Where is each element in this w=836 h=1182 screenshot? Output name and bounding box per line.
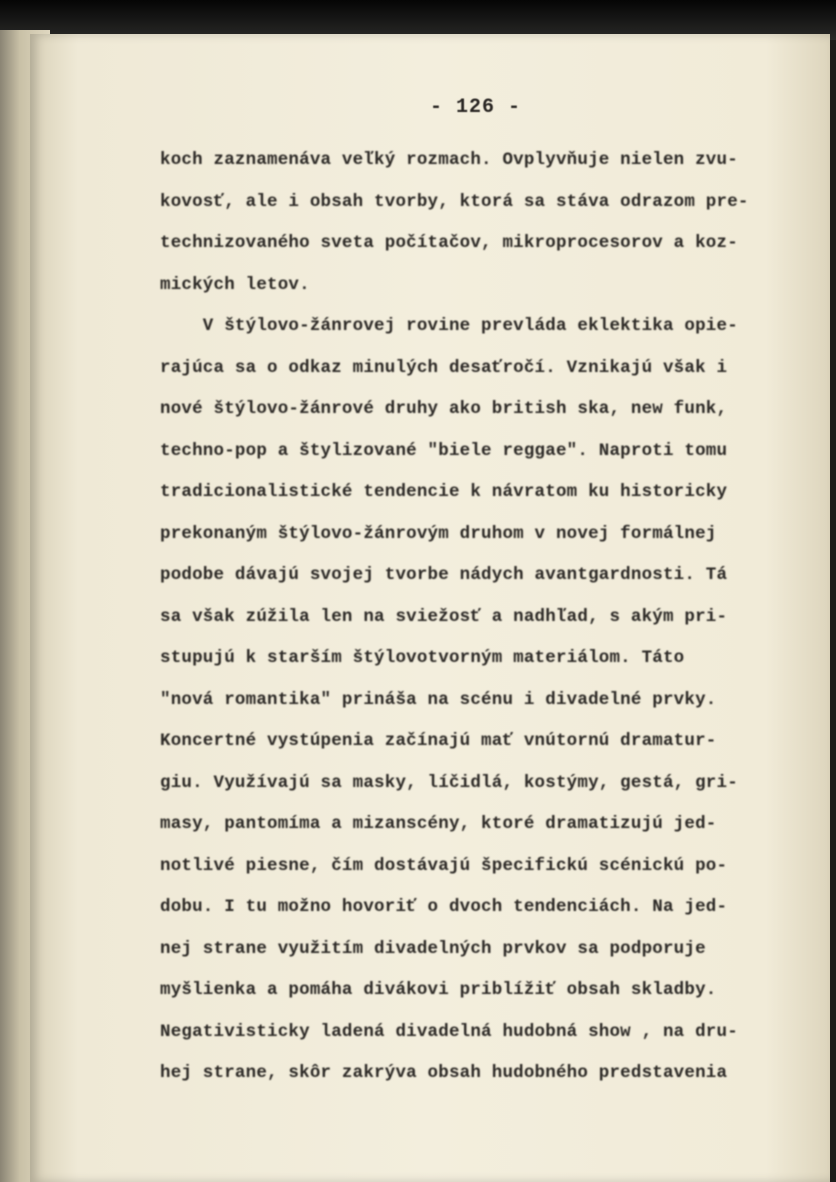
text-line: stupujú k starším štýlovotvorným materiálom. Táto	[160, 648, 685, 668]
text-line: sa však zúžila len na sviežosť a nadhľad, s akým pri-	[160, 606, 728, 627]
text-line: nové štýlovo-žánrové druhy ako british ska, new funk,	[160, 399, 728, 419]
text-line: hej strane, skôr zakrýva obsah hudobného predstavenia	[160, 1063, 728, 1083]
text-line: dobu. I tu možno hovoriť o dvoch tendenciách. Na jed-	[160, 897, 728, 917]
text-line: koch zaznamenáva veľký rozmach. Ovplyvňuje nielen zvu-	[160, 150, 738, 170]
text-line: masy, pantomíma a mizanscény, ktoré dramatizujú jed-	[160, 814, 717, 834]
text-line: rajúca sa o odkaz minulých desaťročí. Vznikajú však i	[160, 357, 728, 378]
text-line: "nová romantika" prináša na scénu i divadelné prvky.	[160, 689, 717, 710]
text-line: nej strane využitím divadelných prvkov sa podporuje	[160, 938, 706, 959]
text-line: kovosť, ale i obsah tvorby, ktorá sa stáva odrazom pre-	[160, 191, 749, 212]
page-number: - 126 -	[430, 96, 522, 119]
text-line: prekonaným štýlovo-žánrovým druhom v novej formálnej	[160, 523, 717, 544]
text-line: techno-pop a štylizované "biele reggae". Naproti tomu	[160, 440, 728, 461]
text-line: notlivé piesne, čím dostávajú špecifickú scénickú po-	[160, 855, 728, 876]
text-line: V štýlovo-žánrovej rovine prevláda eklektika opie-	[160, 316, 738, 336]
text-line: Koncertné vystúpenia začínajú mať vnútornú dramatur-	[160, 731, 717, 751]
text-line: Negativisticky ladená divadelná hudobná show , na dru-	[160, 1021, 738, 1042]
body-text	[160, 140, 800, 1095]
text-line: giu. Využívajú sa masky, líčidlá, kostýmy, gestá, gri-	[160, 772, 738, 793]
text-line: mických letov.	[160, 274, 310, 295]
text-line: tradicionalistické tendencie k návratom ku historicky	[160, 482, 728, 502]
text-line: myšlienka a pomáha divákovi priblížiť obsah skladby.	[160, 980, 717, 1000]
text-line: podobe dávajú svojej tvorbe nádych avantgardnosti. Tá	[160, 565, 728, 585]
text-line: technizovaného sveta počítačov, mikroprocesorov a koz-	[160, 233, 738, 253]
